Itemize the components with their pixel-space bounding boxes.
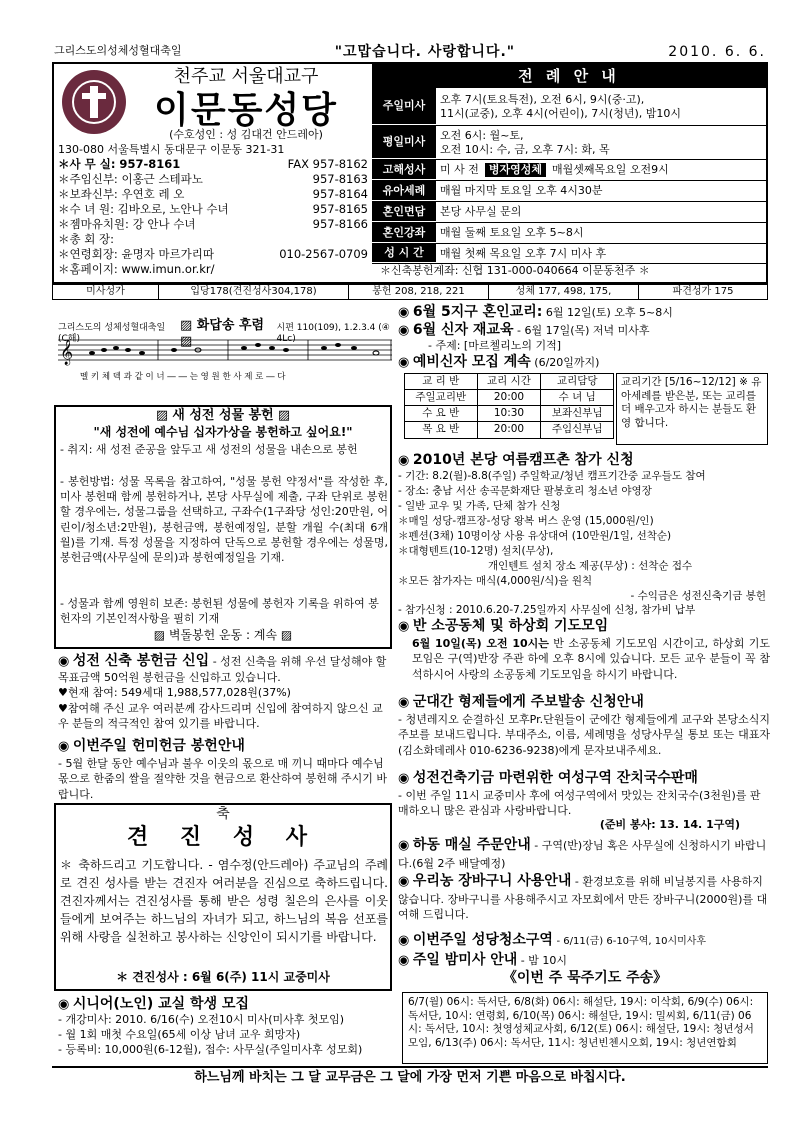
camp-place: - 장소: 충남 서산 송곡문화재단 팔봉호리 청소년 야영장 bbox=[398, 485, 652, 497]
staff-homepage[interactable]: ＊홈페이지: www.imun.or.kr/ bbox=[58, 262, 215, 276]
confirmation-schedule: ＊ 견진성사 : 6월 6(주) 11시 교중미사 bbox=[116, 970, 330, 984]
catechumen-title: ◉ 예비신자 모집 계속 (6/20일까지) bbox=[398, 354, 600, 370]
hymn-offertory: 봉헌 208, 218, 221 bbox=[349, 285, 489, 299]
catechumen-note: 교리기간 [5/16~12/12] ※ 유아세례를 받은분, 또는 교리를 더 배우고자 하시는 분들도 환영 합니다. bbox=[616, 373, 768, 445]
noodle-sale-title: ◉ 성전건축기금 마련위한 여성구역 잔치국수판매 bbox=[398, 770, 698, 786]
staff-president: ＊총 회 장: bbox=[58, 232, 115, 246]
building-fund-status: ♥현재 참여: 549세대 1,988,577,028원(37%) bbox=[58, 686, 291, 699]
senior-class-schedule: - 월 1회 매첫 수요일(65세 이상 남녀 교우 희망자) bbox=[58, 1028, 301, 1041]
sick-communion-badge: 병자영성체 bbox=[485, 163, 546, 177]
building-fund: ◉ 성전 신축 봉헌금 신입 - 성전 신축을 위해 우선 달성해야 할 목표금액 50억원 봉헌금을 신입하고 있습니다. bbox=[58, 653, 387, 684]
confirmation-body: ＊ 축하드리고 기도합니다. - 염수정(안드레아) 주교님의 주례로 견진 성사를 받는 견진자 여러분을 진심으로 축하드립니다. 견진자께서는 견진성사를 통해 받은 성령 칠은의 은사를 이웃들에게 보여주는 하느님의 자녀가 되고, 하느님의 복음 선포를 위해 사랑을 실천하고 봉사하는 신앙인이 되시기를 바랍니다. bbox=[60, 858, 388, 944]
shopping-bag: ◉ 우리농 장바구니 사용안내 - 환경보호를 위해 비닐봉지를 사용하지 않습니다. 장바구니를 사용해주시고 자모회에서 만든 장바구니(2000원)를 대여해 드립니다. bbox=[398, 873, 768, 921]
mass-guide-title: 전 례 안 내 bbox=[372, 64, 766, 88]
hymn-communion: 성체 177, 498, 175, bbox=[489, 285, 639, 299]
marriage-catechism: ◉ 6월 5지구 혼인교리: 6월 12일(토) 오후 5~8시 bbox=[398, 304, 673, 320]
parish-logo-icon bbox=[62, 70, 126, 134]
hymn-entrance: 입당178(견진성사304,178) bbox=[159, 285, 349, 299]
brick-campaign: ▨ 벽돌봉헌 운동 : 계속 ▨ bbox=[153, 628, 293, 642]
psalm-lyrics: 멜 키 체 덱 과 같 이 너 ― ― 는 영 원 한 사 제 로 ― 다 bbox=[80, 372, 286, 382]
psalm-header: 그리스도의 성체성혈대축일(C해) ▨ 화답송 후렴 ▨ 시편 110(109), 1.2.3.4 (④ 4Lc) bbox=[58, 318, 390, 350]
table-row: 수 요 반 10:30 보좌신부님 bbox=[405, 406, 614, 422]
hymn-recessional: 파견성가 175 bbox=[672, 285, 734, 297]
sacred-items-purpose: - 취지: 새 성전 준공을 앞두고 새 성전의 성물을 내손으로 봉헌 bbox=[60, 443, 358, 456]
rice-offering-desc: - 5월 한달 동안 예수님과 불우 이웃의 몫으로 매 끼니 때마다 예수님 몫으로 한줌의 쌀을 절약한 것을 현금으로 환산하여 봉헌해 주시기 바랍니다. bbox=[58, 757, 387, 801]
rosary-schedule: 6/7(월) 06시: 독서단, 6/8(화) 06시: 해설단, 19시: 이삭회, 6/9(수) 06시: 독서단, 10시: 연령회, 6/10(목) 06시: 해설단, 19시: 밀씨회, 6/11(금) 06시: 독서단, 10시: 첫영성체교사회, 6/12(토) 06시: 해설단, 19시: 청년성서모임, 6/13(주) 06시: 독서단, 11시: 청년빈첸시오회, 19시: 청년연합회 bbox=[402, 992, 768, 1064]
camp-tent: ＊대형텐트(10-12명) 설치(무상), bbox=[398, 545, 554, 557]
mass-row-weekday: 평일미사 오전 6시: 월~토, 오전 10시: 수, 금, 오후 7시: 화, 목 bbox=[372, 126, 766, 160]
camp-proceeds: - 수익금은 성전신축기금 봉헌 bbox=[630, 590, 766, 602]
camp-meals: ＊모든 참가자는 매식(4,000원/식)을 원칙 bbox=[398, 575, 593, 587]
rice-offering-title: ◉ 이번주일 헌미헌금 봉헌안내 bbox=[58, 738, 245, 754]
catechumen-table bbox=[404, 373, 614, 439]
svg-text:𝄞: 𝄞 bbox=[60, 340, 74, 365]
mass-row-holy-hour: 성 시 간 매월 첫째 목요일 오후 7시 미사 후 bbox=[372, 244, 766, 264]
sacred-items-method: - 봉헌방법: 성물 목록을 참고하여, "성물 봉헌 약정서"를 작성한 후, 미사 봉헌때 함께 봉헌하거나, 본당 사무실에 제출, 구좌 단위로 봉헌할 경우에는, 성물그룹을 선택하고, 구좌수(1구좌당 성인:20만원, 어린이/청소년:2만원), 봉헌금액, 봉헌예정일, 분할 개월 수(최대 6개월)를 기재. 특정 성물을 지정하여 단독으로 봉헌할 경우에는 성물명, 봉헌금액(사무실에 문의)과 봉헌예정일을 기재. bbox=[60, 475, 388, 564]
faith-education: ◉ 6월 신자 재교육 - 6월 17일(목) 저녁 미사후 bbox=[398, 322, 650, 338]
noodle-sale-desc: - 이번 주일 11시 교중미사 후에 여성구역에서 맛있는 잔치국수(3천원)를 판매하오니 많은 관심과 사랑바랍니다. bbox=[398, 789, 761, 818]
slogan: "고맙습니다. 사랑합니다." bbox=[334, 44, 516, 60]
staff-pastor: ＊주임신부: 이홍근 스테파노 957-8163 bbox=[58, 172, 368, 186]
camp-pension: ＊펜션(3채) 10명이상 사용 유상대여 (10만원/1일, 선착순) bbox=[398, 530, 672, 542]
mass-row-sunday: 주일미사 오후 7시(토요특전), 오전 6시, 9시(중·고), 11시(교중), 오후 4시(어린이), 7시(청년), 밤10시 bbox=[372, 88, 766, 126]
noodle-sale-duty: (준비 봉사: 13. 14. 1구역) bbox=[599, 818, 740, 831]
staff-funeral: ＊연령회장: 윤명자 마르가리따 010-2567-0709 bbox=[58, 247, 368, 261]
night-mass: ◉ 주일 밤미사 안내 - 밤 10시 bbox=[398, 952, 567, 968]
staff-assistant: ＊보좌신부: 우연호 레 오 957-8164 bbox=[58, 187, 368, 201]
confirmation-title: 견 진 성 사 bbox=[127, 825, 319, 850]
footer-divider bbox=[52, 1066, 768, 1068]
military-bulletin-desc: - 청년레지오 순결하신 모후Pr.단원들이 군에간 형제들에게 교구와 본당소식지 주보를 보내드립니다. 부대주소, 이름, 세례명을 성당사무실 통보 또는 대표자(김소화데레사 010-6236-9238)에게 문자보내주세요. bbox=[398, 713, 770, 757]
parish-name: 이문동성당 bbox=[154, 89, 338, 131]
hymn-row bbox=[52, 284, 768, 300]
building-fund-thanks: ♥참여해 주신 교우 여러분께 감사드리며 신입에 참여하지 않으신 교우 분들의 적극적인 참여 있기를 바랍니다. bbox=[58, 702, 383, 730]
table-row: 목 요 반 20:00 주임신부님 bbox=[405, 422, 614, 438]
feast-name: 그리스도의성체성혈대축일 bbox=[54, 44, 182, 57]
camp-signup: - 참가신청 : 2010.6.20-7.25일까지 사무실에 신청, 참가비 납부 bbox=[398, 604, 696, 616]
sacred-items-quote: "새 성전에 예수님 십자가상을 봉헌하고 싶어요!" bbox=[93, 425, 353, 439]
camp-personal-tent: 개인텐트 설치 장소 제공(무상) : 선착순 접수 bbox=[488, 560, 693, 572]
diocese-name: 천주교 서울대교구 bbox=[173, 66, 319, 87]
camp-period: - 기간: 8.2(월)-8.8(주일) 주일학교/청년 캠프기간중 교우들도 참여 bbox=[398, 470, 706, 482]
top-line bbox=[54, 44, 766, 62]
camp-participants: - 일반 교우 및 가족, 단체 참가 신청 bbox=[398, 500, 561, 512]
mass-row-marriage-interview: 혼인면담 본당 사무실 문의 bbox=[372, 202, 766, 223]
address: 130-080 서울특별시 동대문구 이문동 321-31 bbox=[58, 143, 285, 156]
mass-row-marriage-course: 혼인강좌 매월 둘째 토요일 오후 5~8시 bbox=[372, 223, 766, 244]
mass-row-baptism: 유아세례 매월 마지막 토요일 오후 4시30분 bbox=[372, 181, 766, 202]
faith-education-topic: - 주제: [마르첼리노의 기적] bbox=[428, 339, 562, 352]
table-row: 교 리 반 교리 시간 교리담당 bbox=[405, 374, 614, 390]
plum-order: ◉ 하동 매실 주문안내 - 구역(반)장님 혹은 사무실에 신청하시기 바랍니다.(6월 2주 배달예정) bbox=[398, 837, 767, 870]
congrats-label: 축 bbox=[216, 806, 230, 822]
senior-class-title: ◉ 시니어(노인) 교실 학생 모집 bbox=[58, 996, 250, 1012]
staff-office: ＊사 무 실: 957-8161 FAX 957-8162 bbox=[58, 157, 368, 171]
cleaning-zone: ◉ 이번주일 성당청소구역 - 6/11(금) 6-10구역, 10시미사후 bbox=[398, 932, 707, 948]
donation-account: ＊신축봉헌계좌: 신협 131-000-040664 이문동천주 ＊ bbox=[380, 264, 650, 277]
rosary-title: 《이번 주 묵주기도 주송》 bbox=[502, 970, 668, 986]
sacred-items-title: ▨ 새 성전 성물 봉헌 ▨ bbox=[155, 408, 291, 423]
summer-camp-title: ◉ 2010년 본당 여름캠프촌 참가 신청 bbox=[398, 452, 634, 468]
small-group-title: ◉ 반 소공동체 및 하상회 기도모임 bbox=[398, 618, 609, 634]
staff-convent: ＊수 녀 원: 김바오로, 노안나 수녀 957-8165 bbox=[58, 202, 368, 216]
sacred-items-record: - 성물과 함께 영원히 보존: 봉헌된 성물에 봉헌자 기록을 위하여 봉헌자의 기본인적사항을 필히 기재 bbox=[60, 597, 379, 626]
mass-row-confession: 고해성사 미 사 전 병자영성체 매월셋째목요일 오전9시 bbox=[372, 160, 766, 181]
patron-saint: (수호성인 : 성 김대건 안드레아) bbox=[169, 128, 323, 141]
issue-date: 2010. 6. 6. bbox=[668, 44, 766, 60]
small-group-desc: 6월 10일(목) 오전 10시는 반 소공동체 기도모임 시간이고, 하상회 기도모임은 구(역)반장 주관 하에 오후 8시에 있습니다. 모든 교우 분들이 꼭 참석하시어 사랑의 소공동체 기도모임을 하시기 바랍니다. bbox=[412, 637, 771, 681]
senior-class-fee: - 등록비: 10,000원(6-12월), 접수: 사무실(주일미사후 성모회) bbox=[58, 1043, 363, 1056]
camp-bus: ＊매일 성당-캠프장-성당 왕복 버스 운영 (15,000원/인) bbox=[398, 515, 654, 527]
military-bulletin-title: ◉ 군대간 형제들에게 주보발송 신청안내 bbox=[398, 694, 644, 710]
footer-message: 하느님께 바치는 그 달 교무금은 그 달에 가장 먼저 기쁜 마음으로 바칩시다. bbox=[194, 1070, 626, 1085]
hymn-label: 미사성가 bbox=[53, 285, 159, 299]
senior-class-opening: - 개강미사: 2010. 6/16(수) 오전10시 미사(미사후 첫모임) bbox=[58, 1013, 345, 1026]
music-score bbox=[58, 334, 392, 368]
staff-kindergarten: ＊젬마유치원: 강 안나 수녀 957-8166 bbox=[58, 217, 368, 231]
table-row: 주일교리반 20:00 수 녀 님 bbox=[405, 390, 614, 406]
